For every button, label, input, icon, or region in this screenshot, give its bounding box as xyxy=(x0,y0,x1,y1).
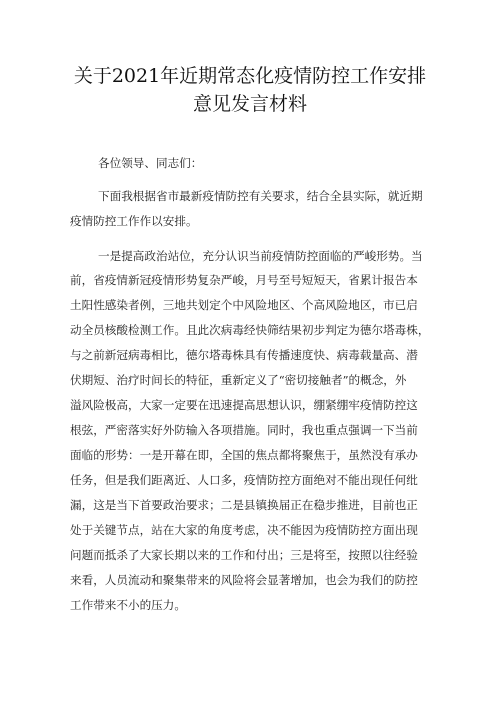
paragraph-line: 来看，人员流动和聚集带来的风险将会显著增加，也会为我们的防控 xyxy=(70,573,418,587)
paragraph-line: 工作带来不小的压力。 xyxy=(70,598,186,612)
paragraph-line: 面临的形势：一是开幕在即，全国的焦点都将聚焦于，虽然没有承办 xyxy=(70,448,418,462)
paragraph-line: 处于关键节点，站在大家的角度考虑，决不能因为疫情防控方面出现 xyxy=(70,523,418,537)
paragraph-line: 溢风险极高，大家一定要在迅速提高思想认识，绷紧绷牢疫情防控这 xyxy=(70,398,418,412)
paragraph-line: 下面我根据省市最新疫情防控有关要求，结合全县实际，就近期 xyxy=(98,189,423,203)
paragraph-line: 一是提高政治站位，充分认识当前疫情防控面临的严峻形势。当 xyxy=(98,249,423,263)
paragraph-line: 伏期短、治疗时间长的特征，重新定义了“密切接触者”的概念，外 xyxy=(70,373,407,387)
paragraph-line: 漏，这是当下首要政治要求；二是县镇换届正在稳步推进，目前也正 xyxy=(70,498,418,512)
salutation: 各位领导、同志们： xyxy=(98,156,203,170)
paragraph-line: 疫情防控工作作以安排。 xyxy=(70,214,198,228)
paragraph-line: 前，省疫情新冠疫情形势复杂严峻，月号至号短短天，省累计报告本 xyxy=(70,273,418,287)
paragraph-line: 任务，但是我们距离近、人口多，疫情防控方面绝对不能出现任何纰 xyxy=(70,473,418,487)
document-title-line-2: 意见发言材料 xyxy=(192,93,307,115)
paragraph-line: 与之前新冠病毒相比，德尔塔毒株具有传播速度快、病毒载量高、潜 xyxy=(70,348,418,362)
document-title-line-1: 关于2021年近期常态化疫情防控工作安排 xyxy=(73,65,427,87)
paragraph-line: 问题而抵杀了大家长期以来的工作和付出；三是将至，按照以往经验 xyxy=(70,548,418,562)
paragraph-line: 土阳性感染者例，三地共划定个中风险地区、个高风险地区，市已启 xyxy=(70,298,418,312)
paragraph-line: 动全员核酸检测工作。且此次病毒经快筛结果初步判定为德尔塔毒株， xyxy=(70,323,430,337)
paragraph-line: 根弦，严密落实好外防输入各项措施。同时，我也重点强调一下当前 xyxy=(70,423,418,437)
